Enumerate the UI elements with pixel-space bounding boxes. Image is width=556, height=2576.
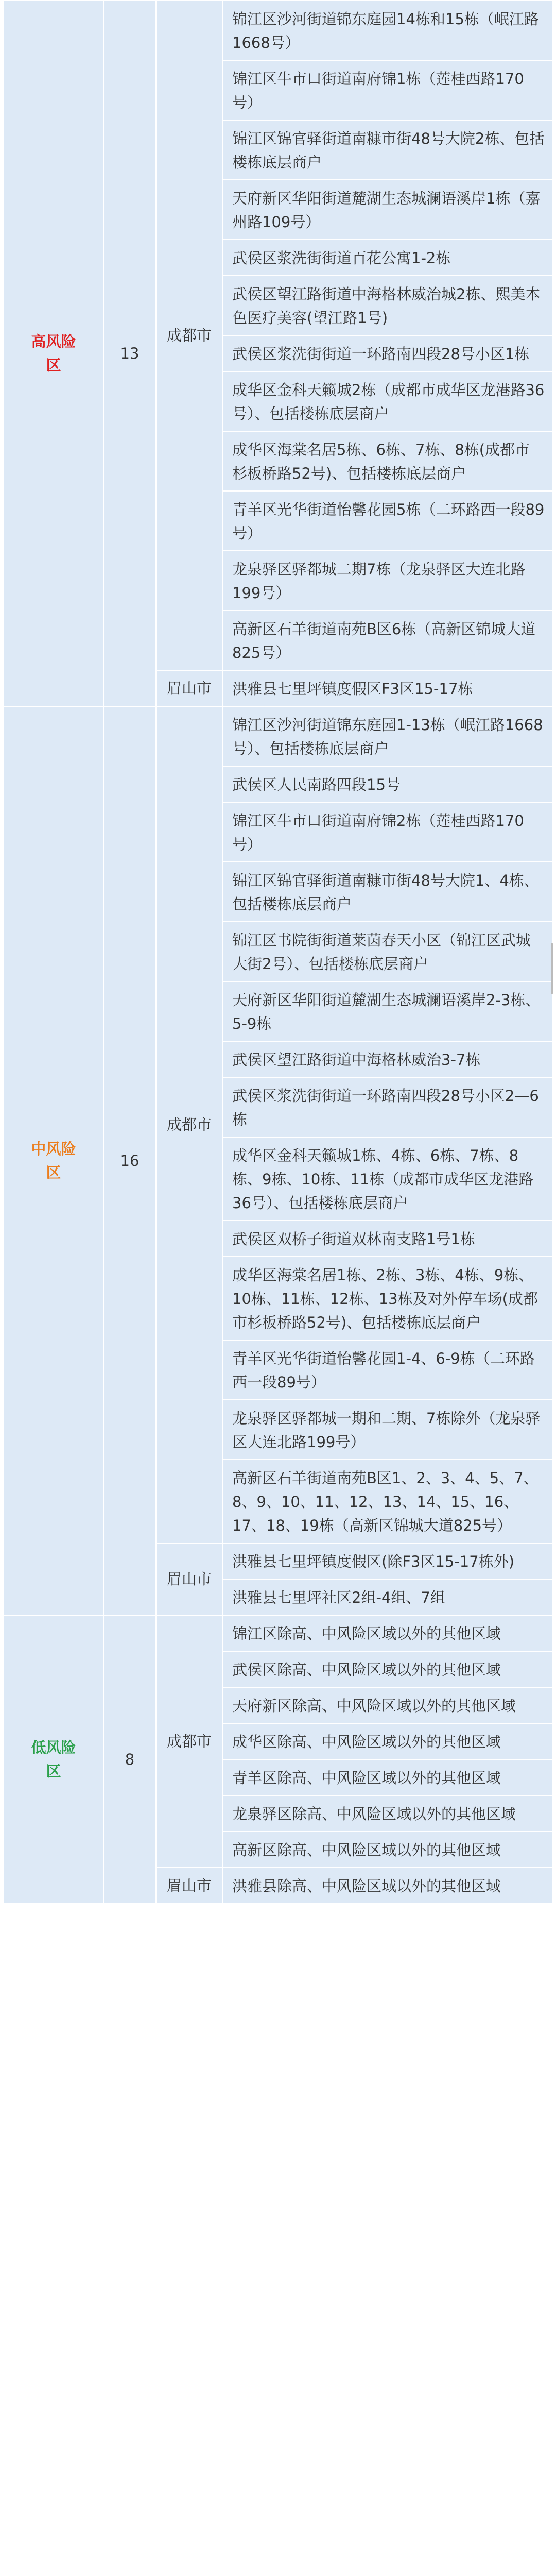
table-row bbox=[4, 706, 552, 766]
area-cell: 洪雅县七里坪镇度假区(除F3区15-17栋外) bbox=[222, 1543, 552, 1579]
area-count: 13 bbox=[103, 1, 156, 706]
area-cell: 洪雅县七里坪社区2组-4组、7组 bbox=[222, 1579, 552, 1615]
area-cell: 武侯区浆洗街街道一环路南四段28号小区2—6栋 bbox=[222, 1077, 552, 1137]
area-cell: 高新区除高、中风险区域以外的其他区域 bbox=[222, 1832, 552, 1868]
area-count: 16 bbox=[103, 706, 156, 1615]
risk-area-table bbox=[3, 0, 553, 1904]
area-cell: 锦江区牛市口街道南府锦2栋（莲桂西路170号） bbox=[222, 802, 552, 862]
city-name: 成都市 bbox=[156, 706, 222, 1543]
city-name: 眉山市 bbox=[156, 1868, 222, 1904]
area-cell: 锦江区牛市口街道南府锦1栋（莲桂西路170号） bbox=[222, 60, 552, 120]
area-cell: 武侯区除高、中风险区域以外的其他区域 bbox=[222, 1651, 552, 1687]
area-cell: 武侯区浆洗街街道一环路南四段28号小区1栋 bbox=[222, 335, 552, 371]
area-cell: 天府新区除高、中风险区域以外的其他区域 bbox=[222, 1687, 552, 1723]
area-cell: 天府新区华阳街道麓湖生态城澜语溪岸2-3栋、5-9栋 bbox=[222, 981, 552, 1041]
area-cell: 锦江区锦官驿街道南糠市街48号大院2栋、包括楼栋底层商户 bbox=[222, 120, 552, 180]
area-cell: 高新区石羊街道南苑B区6栋（高新区锦城大道825号） bbox=[222, 611, 552, 670]
area-cell: 洪雅县七里坪镇度假区F3区15-17栋 bbox=[222, 670, 552, 706]
risk-level-label: 低风险区 bbox=[31, 1739, 76, 1780]
scrollbar-thumb[interactable] bbox=[551, 943, 553, 994]
area-cell: 青羊区光华街道怡馨花园1-4、6-9栋（二环路西一段89号） bbox=[222, 1340, 552, 1400]
area-cell: 青羊区除高、中风险区域以外的其他区域 bbox=[222, 1759, 552, 1795]
area-cell: 武侯区浆洗街街道百花公寓1-2栋 bbox=[222, 240, 552, 276]
area-cell: 龙泉驿区除高、中风险区域以外的其他区域 bbox=[222, 1795, 552, 1832]
risk-area-table-body bbox=[4, 1, 552, 1904]
area-cell: 高新区石羊街道南苑B区1、2、3、4、5、7、8、9、10、11、12、13、14、15、16、17、18、19栋（高新区锦城大道825号） bbox=[222, 1460, 552, 1543]
area-cell: 成华区海棠名居1栋、2栋、3栋、4栋、9栋、10栋、11栋、12栋、13栋及对外停车场(成都市杉板桥路52号)、包括楼栋底层商户 bbox=[222, 1257, 552, 1340]
area-cell: 成华区海棠名居5栋、6栋、7栋、8栋(成都市杉板桥路52号)、包括楼栋底层商户 bbox=[222, 431, 552, 491]
table-row bbox=[4, 1615, 552, 1651]
area-cell: 成华区除高、中风险区域以外的其他区域 bbox=[222, 1723, 552, 1759]
city-name: 成都市 bbox=[156, 1, 222, 670]
area-cell: 锦江区沙河街道锦东庭园1-13栋（岷江路1668号）、包括楼栋底层商户 bbox=[222, 706, 552, 766]
area-cell: 天府新区华阳街道麓湖生态城澜语溪岸1栋（嘉州路109号） bbox=[222, 180, 552, 240]
city-name: 眉山市 bbox=[156, 670, 222, 706]
risk-level-label: 高风险区 bbox=[31, 333, 76, 374]
risk-level-label: 中风险区 bbox=[31, 1140, 76, 1181]
area-cell: 锦江区沙河街道锦东庭园14栋和15栋（岷江路1668号） bbox=[222, 1, 552, 60]
area-cell: 龙泉驿区驿都城二期7栋（龙泉驿区大连北路199号） bbox=[222, 551, 552, 611]
area-cell: 洪雅县除高、中风险区域以外的其他区域 bbox=[222, 1868, 552, 1904]
area-cell: 成华区金科天籁城1栋、4栋、6栋、7栋、8栋、9栋、10栋、11栋（成都市成华区龙港路36号）、包括楼栋底层商户 bbox=[222, 1137, 552, 1221]
area-cell: 龙泉驿区驿都城一期和二期、7栋除外（龙泉驿区大连北路199号） bbox=[222, 1400, 552, 1460]
area-cell: 武侯区人民南路四段15号 bbox=[222, 766, 552, 802]
table-row bbox=[4, 1, 552, 60]
area-cell: 武侯区望江路街道中海格林威治城2栋、熙美本色医疗美容(望江路1号) bbox=[222, 276, 552, 335]
area-cell: 锦江区除高、中风险区域以外的其他区域 bbox=[222, 1615, 552, 1651]
area-count: 8 bbox=[103, 1615, 156, 1904]
area-cell: 武侯区双桥子街道双林南支路1号1栋 bbox=[222, 1221, 552, 1257]
city-name: 眉山市 bbox=[156, 1543, 222, 1615]
area-cell: 成华区金科天籁城2栋（成都市成华区龙港路36号）、包括楼栋底层商户 bbox=[222, 371, 552, 431]
area-cell: 锦江区书院街街道莱茵春天小区（锦江区武城大街2号）、包括楼栋底层商户 bbox=[222, 922, 552, 981]
city-name: 成都市 bbox=[156, 1615, 222, 1868]
area-cell: 武侯区望江路街道中海格林威治3-7栋 bbox=[222, 1041, 552, 1077]
area-cell: 青羊区光华街道怡馨花园5栋（二环路西一段89号） bbox=[222, 491, 552, 551]
risk-level-cell bbox=[4, 1, 103, 706]
area-cell: 锦江区锦官驿街道南糠市街48号大院1、4栋、包括楼栋底层商户 bbox=[222, 862, 552, 922]
risk-level-cell bbox=[4, 1615, 103, 1904]
risk-level-cell bbox=[4, 706, 103, 1615]
